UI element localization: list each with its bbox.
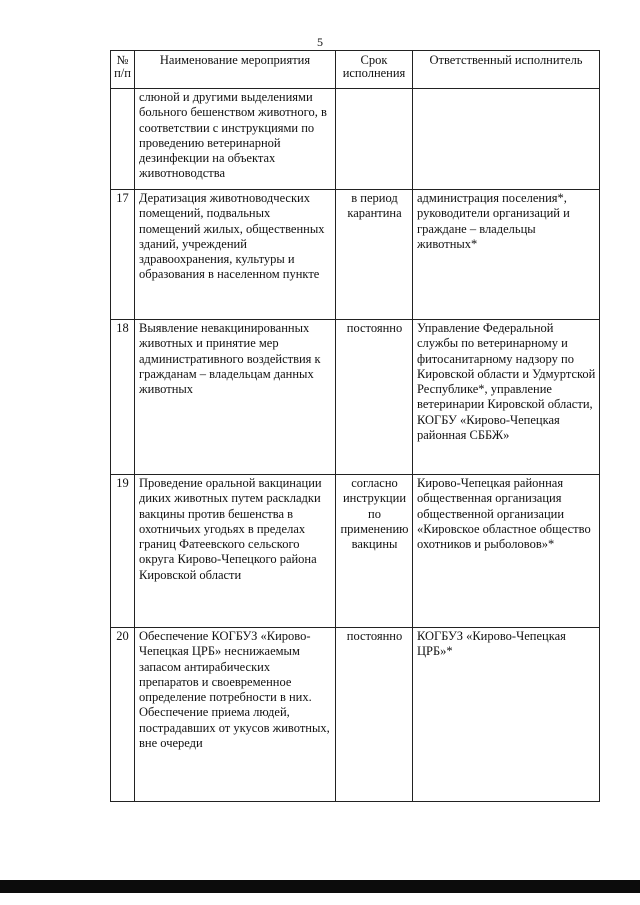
row-term: постоянно: [336, 320, 413, 475]
row-name: слюной и другими выделениями больного бешенством животного, в соответствии с инструкциями по проведению ветеринарной дезинфекции на объектах животноводства: [135, 89, 336, 190]
table-header-row: [111, 51, 600, 89]
row-name: Выявление невакцинированных животных и принятие мер административного воздействия к гражданам – владельцам данных животных: [135, 320, 336, 475]
row-responsible: [413, 89, 600, 190]
row-responsible: КОГБУЗ «Кирово-Чепецкая ЦРБ»*: [413, 628, 600, 802]
row-num: 18: [111, 320, 135, 475]
measures-table: [110, 50, 600, 802]
row-num: 17: [111, 190, 135, 320]
row-term: согласно инструкции по применению вакцины: [336, 475, 413, 628]
row-responsible: Кирово-Чепецкая районная общественная организация общественной организации «Кировское областное общество охотников и рыболовов»*: [413, 475, 600, 628]
row-term: постоянно: [336, 628, 413, 802]
table-row: [111, 475, 600, 628]
header-responsible: Ответственный исполнитель: [413, 51, 600, 89]
header-term: Срок исполнения: [336, 51, 413, 89]
scan-bottom-edge: [0, 880, 640, 893]
table-row: [111, 89, 600, 190]
row-name: Обеспечение КОГБУЗ «Кирово-Чепецкая ЦРБ» неснижаемым запасом антирабических препаратов и своевременное определение потребности в них. Обеспечение приема людей, пострадавших от укусов животных, вне очереди: [135, 628, 336, 802]
row-name: Дератизация животноводческих помещений, подвальных помещений жилых, общественных зданий, учреждений здравоохранения, культуры и образования в населенном пункте: [135, 190, 336, 320]
row-num: 19: [111, 475, 135, 628]
row-num: [111, 89, 135, 190]
header-num: № п/п: [111, 51, 135, 89]
header-name: Наименование мероприятия: [135, 51, 336, 89]
row-responsible: администрация поселения*, руководители организаций и граждане – владельцы животных*: [413, 190, 600, 320]
row-name: Проведение оральной вакцинации диких животных путем раскладки вакцины против бешенства в охотничьих угодьях в пределах границ Фатеевского сельского округа Кирово-Чепецкого района Кировской области: [135, 475, 336, 628]
table-row: [111, 628, 600, 802]
page-number: 5: [317, 35, 323, 49]
row-responsible: Управление Федеральной службы по ветеринарному и фитосанитарному надзору по Кировской области и Удмуртской Республике*, управление ветеринарии Кировской области, КОГБУ «Кирово-Чепецкая районная СББЖ»: [413, 320, 600, 475]
row-num: 20: [111, 628, 135, 802]
table-row: [111, 190, 600, 320]
table-row: [111, 320, 600, 475]
row-term: [336, 89, 413, 190]
row-term: в период карантина: [336, 190, 413, 320]
